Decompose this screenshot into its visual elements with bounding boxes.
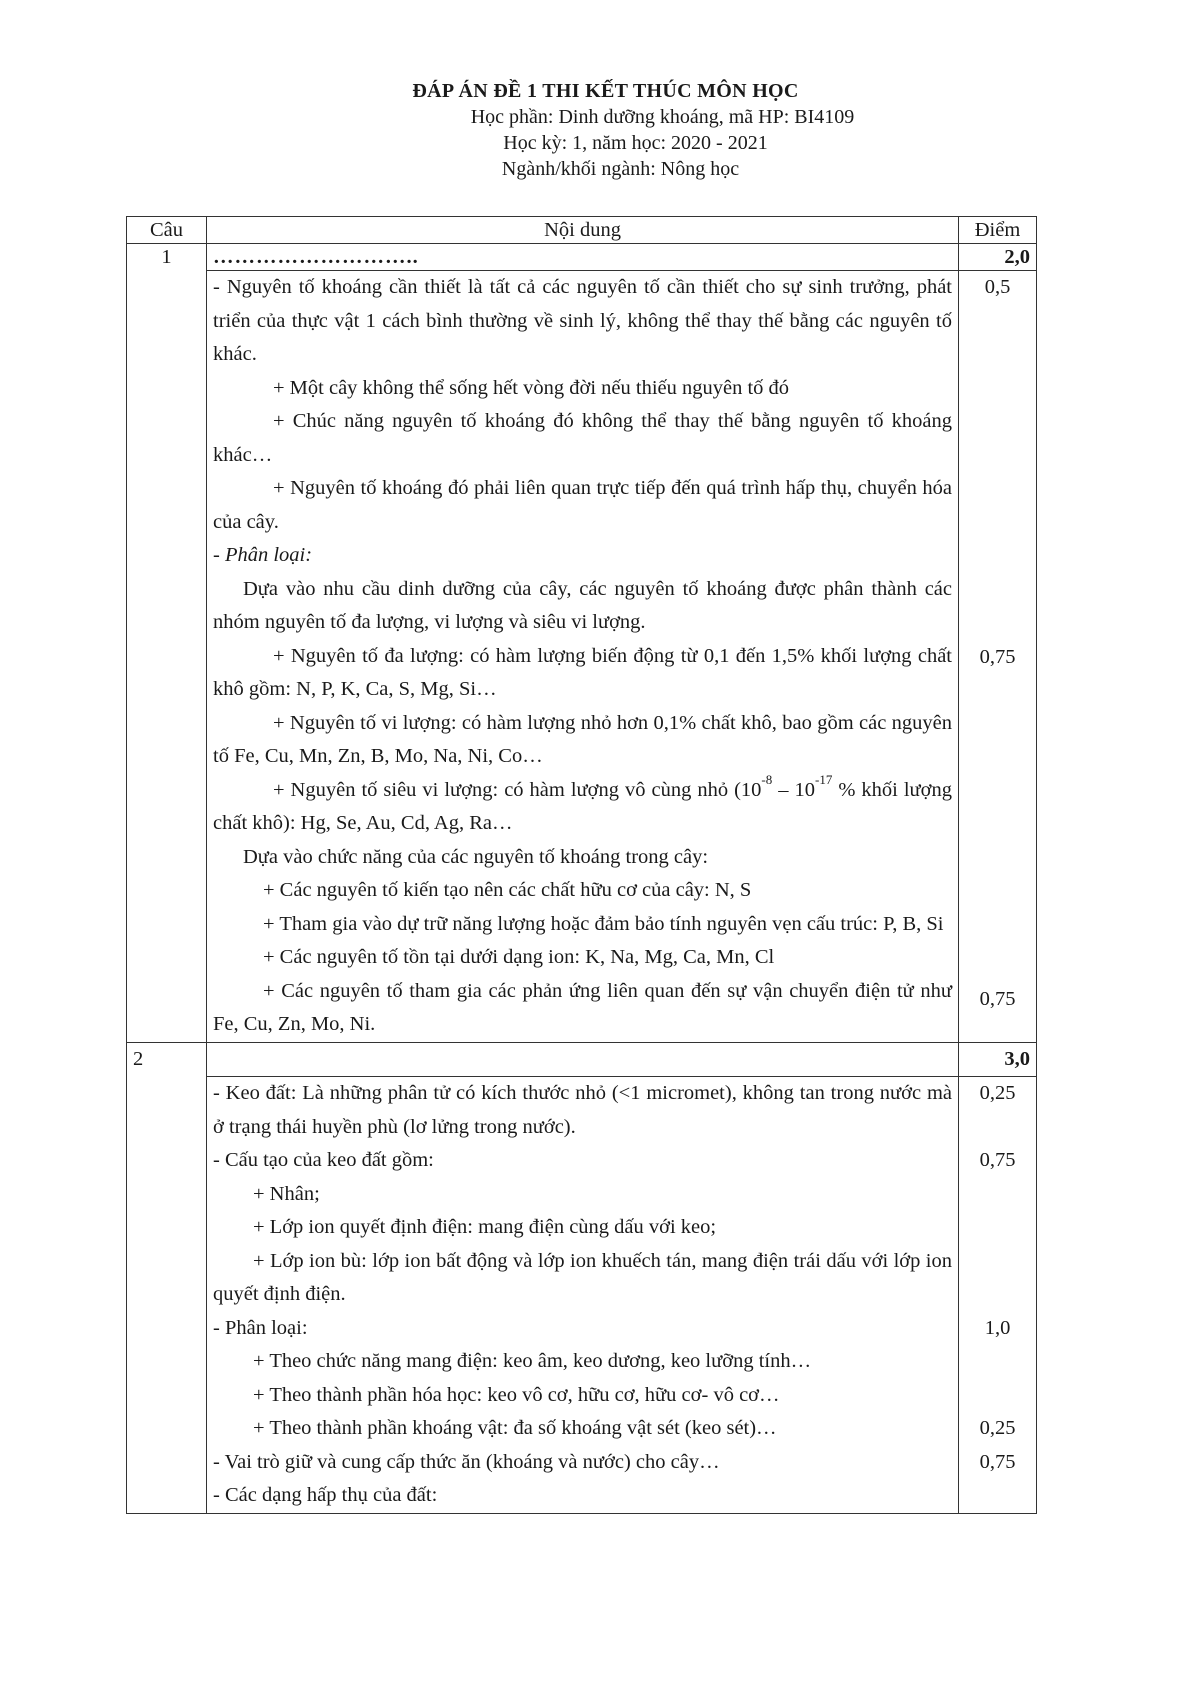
q1-dots: ……………………….. bbox=[207, 244, 959, 271]
q1-score: 0,75 bbox=[979, 646, 1016, 668]
q2-line: - Vai trò giữ và cung cấp thức ăn (khoáng và nước) cho cây… bbox=[213, 1450, 720, 1473]
q1-number: 1 bbox=[127, 244, 207, 1043]
q1-sup: -17 bbox=[815, 771, 833, 787]
q2-line: + Theo thành phần hóa học: keo vô cơ, hữu cơ, hữu cơ- vô cơ… bbox=[253, 1383, 780, 1406]
q2-total-score: 3,0 bbox=[959, 1042, 1037, 1077]
q1-total-score: 2,0 bbox=[959, 244, 1037, 271]
q1-line: + Các nguyên tố kiến tạo nên các chất hữu cơ của cây: N, S bbox=[263, 879, 752, 901]
q2-line: - Cấu tạo của keo đất gồm: bbox=[213, 1149, 434, 1171]
q1-score: 0,75 bbox=[979, 988, 1016, 1010]
q2-content-row bbox=[127, 1077, 1037, 1514]
header-score: Điểm bbox=[959, 217, 1037, 244]
q1-line: + Nguyên tố khoáng đó phải liên quan trực tiếp đến quá trình hấp thụ, chuyển hóa của cây. bbox=[213, 477, 952, 533]
table-header-row bbox=[127, 217, 1037, 244]
q1-line: - Phân loại: bbox=[213, 544, 313, 566]
course-line: Học phần: Dinh dưỡng khoáng, mã HP: BI4109 bbox=[470, 106, 855, 128]
q2-scores bbox=[959, 1077, 1037, 1514]
q1-content-row bbox=[127, 271, 1037, 1043]
q2-score: 0,25 bbox=[979, 1082, 1016, 1104]
q1-line-superscript bbox=[213, 771, 953, 841]
q1-line: + Nguyên tố vi lượng: có hàm lượng nhỏ hơn 0,1% chất khô, bao gồm các nguyên tố Fe, Cu, Mn, Zn, B, Mo, Na, Ni, Co… bbox=[213, 711, 952, 767]
q1-line: + Chúc năng nguyên tố khoáng đó không thể thay thế bằng nguyên tố khoáng khác… bbox=[213, 410, 952, 466]
q1-line: + Các nguyên tố tồn tại dưới dạng ion: K, Na, Mg, Ca, Mn, Cl bbox=[263, 946, 775, 968]
q1-sup: -8 bbox=[761, 771, 773, 787]
q2-line: + Lớp ion quyết định điện: mang điện cùng dấu với keo; bbox=[253, 1216, 717, 1238]
q1-content bbox=[207, 271, 959, 1043]
q1-line: Dựa vào nhu cầu dinh dưỡng của cây, các nguyên tố khoáng được phân thành các nhóm nguyên tố đa lượng, vi lượng và siêu vi lượng. bbox=[213, 577, 952, 633]
major-line: Ngành/khối ngành: Nông học bbox=[501, 158, 740, 180]
q2-score: 1,0 bbox=[984, 1317, 1011, 1339]
q1-line: + Tham gia vào dự trữ năng lượng hoặc đảm bảo tính nguyên vẹn cấu trúc: P, B, Si bbox=[263, 912, 944, 935]
q1-text: + Nguyên tố siêu vi lượng: có hàm lượng vô cùng nhỏ (10 bbox=[273, 778, 762, 801]
q2-line: + Lớp ion bù: lớp ion bất động và lớp ion khuếch tán, mang điện trái dấu với lớp ion quyết định điện. bbox=[213, 1249, 952, 1305]
q2-line: + Nhân; bbox=[253, 1182, 320, 1205]
q1-score: 0,5 bbox=[984, 276, 1011, 298]
header-content: Nội dung bbox=[207, 217, 959, 244]
q2-title-row bbox=[127, 1042, 1037, 1077]
q2-title-blank bbox=[207, 1042, 959, 1077]
q2-line: - Các dạng hấp thụ của đất: bbox=[213, 1484, 438, 1506]
q2-score: 0,25 bbox=[979, 1417, 1016, 1439]
q1-title-row bbox=[127, 244, 1037, 271]
document-title: ĐÁP ÁN ĐỀ 1 THI KẾT THÚC MÔN HỌC bbox=[412, 80, 799, 102]
q1-line: + Một cây không thể sống hết vòng đời nếu thiếu nguyên tố đó bbox=[273, 376, 790, 399]
document-header bbox=[0, 78, 1191, 182]
q1-line: - Nguyên tố khoáng cần thiết là tất cả các nguyên tố cần thiết cho sự sinh trưởng, phát triển của thực vật 1 cách bình thường về sinh lý, không thể thay thế bằng các nguyên tố khác. bbox=[213, 276, 952, 365]
q2-score: 0,75 bbox=[979, 1149, 1016, 1171]
q2-content bbox=[207, 1077, 959, 1514]
q1-line: + Các nguyên tố tham gia các phản ứng liên quan đến sự vận chuyển điện tử như Fe, Cu, Zn, Mo, Ni. bbox=[213, 979, 952, 1035]
semester-line: Học kỳ: 1, năm học: 2020 - 2021 bbox=[503, 132, 768, 154]
q2-line: + Theo thành phần khoáng vật: đa số khoáng vật sét (keo sét)… bbox=[253, 1417, 777, 1439]
q1-text: – 10 bbox=[772, 778, 815, 801]
q2-number: 2 bbox=[127, 1042, 207, 1513]
answer-table bbox=[126, 216, 1037, 1514]
q2-score: 0,75 bbox=[979, 1451, 1016, 1473]
q1-line: Dựa vào chức năng của các nguyên tố khoáng trong cây: bbox=[243, 845, 709, 868]
q1-line: + Nguyên tố đa lượng: có hàm lượng biến động từ 0,1 đến 1,5% khối lượng chất khô gồm: N, P, K, Ca, S, Mg, Si… bbox=[213, 644, 952, 700]
q2-line: - Keo đất: Là những phân tử có kích thước nhỏ (<1 micromet), không tan trong nước mà ở trạng thái huyền phù (lơ lửng trong nước). bbox=[213, 1082, 952, 1138]
q2-line: - Phân loại: bbox=[213, 1316, 308, 1339]
q1-text: % khối lượng chất khô): Hg, Se, Au, Cd, Ag, Ra… bbox=[213, 778, 953, 834]
header-question: Câu bbox=[127, 217, 207, 244]
q1-scores bbox=[959, 271, 1037, 1043]
q2-line: + Theo chức năng mang điện: keo âm, keo dương, keo lưỡng tính… bbox=[253, 1350, 812, 1372]
